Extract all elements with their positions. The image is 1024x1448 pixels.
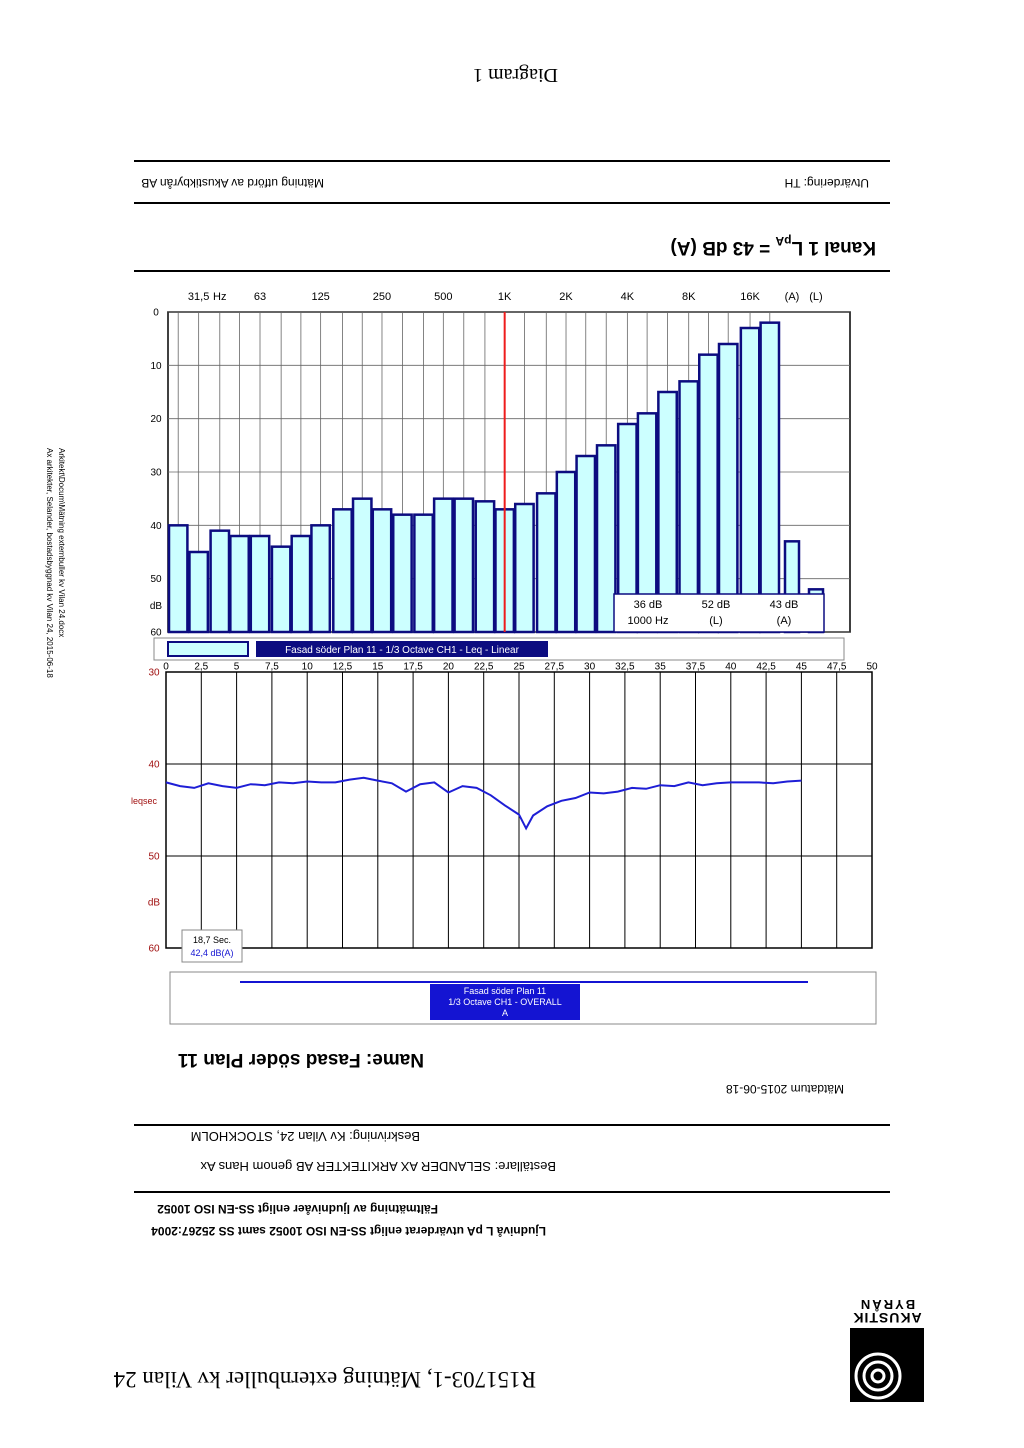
spectrum-bar [741,328,759,632]
logo-text-top: AKUSTIK [852,1310,922,1326]
time-history-x-tick: 50 [866,661,878,673]
time-history-x-tick: 32,5 [615,661,635,673]
time-history-x-tick: 5 [233,661,240,673]
spectrum-y-unit: dB [149,600,163,612]
spectrum-x-tick: 16K [740,290,760,303]
time-history-y-unit: dB [147,897,161,909]
spectrum-y-tick: 60 [150,627,162,639]
divider-2 [134,1124,890,1126]
evaluator: Utvärdering: TH [784,176,869,190]
spectrum-legend-text: Fasad söder Plan 11 - 1/3 Octave CH1 - Leq - Linear [285,645,519,656]
spectrum-x-tick: 500 [434,290,453,303]
spectrum-y-tick: 0 [153,307,159,319]
spectrum-x-tick: 31,5 [187,290,210,303]
divider-3 [134,270,890,272]
legend-line-3: A [501,1008,509,1018]
spectrum-x-tick: 4K [620,290,635,303]
time-history-x-tick: 25 [513,661,525,673]
time-history-x-tick: 35 [654,661,666,673]
spectrum-x-tick: 2K [559,290,573,303]
spectrum-bar [434,499,452,632]
measured-by: Mätning utförd av Akustikbyrån AB [141,176,324,190]
spectrum-x-tick: 8K [681,290,696,303]
spectrum-bar [333,509,351,632]
time-history-x-tick: 0 [163,661,169,673]
spectrum-x-tick: 250 [372,290,392,303]
legend-line-2: 1/3 Octave CH1 - OVERALL [448,997,562,1007]
description-line: Beskrivning: Kv Vilan 24, STOCKHOLM [190,1129,420,1144]
measure-date: Mätdatum 2015-06-18 [725,1082,844,1096]
spectrum-y-tick: 20 [150,414,162,426]
time-history-x-tick: 7,5 [264,661,279,673]
time-history-x-tick: 47,5 [826,661,847,673]
kanal-prefix: Kanal 1 L [791,237,876,258]
report-title: R151703-1, Mätning externbuller kv Vilan 24 [113,1367,536,1392]
logo-text-bottom: BYRÅN [858,1297,916,1312]
spectrum-summary-value: 36 dB [633,598,663,611]
time-history-x-tick: 30 [584,661,596,673]
spectrum-bar [272,547,290,632]
spectrum-bar [189,552,207,632]
spectrum-y-tick: 40 [150,520,162,532]
legend-line-1: Fasad söder Plan 11 [463,986,547,996]
spectrum-bar [699,355,717,632]
spectrum-x-tick: 125 [311,290,330,303]
measurement-name: Name: Fasad söder Plan 11 [177,1049,424,1070]
time-history-x-tick: 17,5 [403,661,423,673]
time-history-x-tick: 2,5 [194,661,209,673]
spectrum-legend-swatch [168,642,248,656]
spectrum-bar [292,536,310,632]
spectrum-x-tick: (A) [784,290,800,303]
spectrum-bar [251,536,269,632]
spectrum-summary-value: 43 dB [769,598,799,611]
spectrum-bar [719,344,737,632]
spectrum-bar [373,509,391,632]
spectrum-bar [311,525,329,632]
spectrum-summary-label: (A) [776,614,792,627]
divider-1 [134,1191,890,1193]
time-history-x-tick: 37,5 [685,661,706,673]
spectrum-x-tick: 63 [253,290,267,303]
kanal-value: = 43 dB (A) [670,237,776,258]
time-history-x-tick: 22,5 [473,661,494,673]
time-history-y-tick: 50 [148,851,160,863]
divider-4 [134,202,890,204]
kanal-sub: pA [775,234,792,249]
spectrum-x-tick: (L) [809,290,823,303]
spectrum-bar [515,504,533,632]
spectrum-bar [455,499,473,632]
spectrum-bar [169,525,187,632]
spectrum-y-tick: 50 [150,574,162,586]
time-history-y-tick: 60 [148,943,160,955]
spectrum-summary-label: 1000 Hz [627,614,669,627]
spectrum-summary-label: (L) [709,614,723,627]
spectrum-bar [537,493,555,632]
spectrum-bar [414,515,432,632]
spectrum-bar [476,501,494,632]
kanal-readout [670,234,876,258]
time-history-x-tick: 27,5 [544,661,565,673]
client-line: Beställare: SELANDER AX ARKITEKTER AB genom Hans Ax [200,1159,556,1174]
spectrum-y-tick: 10 [150,360,162,372]
time-history-x-tick: 40 [725,661,737,673]
spectrum-bar [597,445,615,632]
spectrum-y-tick: 30 [150,467,162,479]
standard-line-2: Fältmätning av ljudnivåer enligt SS-EN ISO 10052 [157,1202,438,1216]
time-history-x-tick: 15 [372,661,384,673]
spectrum-bar [577,456,595,632]
standard-line-1: Ljudnivå L pA utvärderat enligt SS-EN ISO 10052 samt SS 25267:2004 [151,1224,546,1238]
time-history-x-tick: 42,5 [756,661,776,673]
diagram-title: Diagram 1 [473,64,558,86]
time-history-x-tick: 20 [442,661,454,673]
readout-time: 18,7 Sec. [192,935,232,945]
file-path-1: Arkitekt\Docum\Mätning externbuller kv Vilan 24.docx [57,448,66,638]
spectrum-bar [393,515,411,632]
spectrum-summary-value: 52 dB [701,598,731,611]
time-history-chart [130,661,916,1034]
time-history-x-tick: 45 [795,661,807,673]
spectrum-bar [230,536,248,632]
time-history-y-tick: 40 [148,759,160,771]
time-history-y-label: leqsec [130,795,158,806]
time-history-y-tick: 30 [148,667,160,679]
time-history-x-tick: 12,5 [332,661,353,673]
file-path-2: Ax arkitekter, Selander, bostadsbyggnad kv Vilan 24, 2015-06-18 [45,448,54,678]
time-history-x-tick: 10 [301,661,313,673]
akustikbyran-logo [850,1298,924,1402]
spectrum-chart [116,264,916,664]
spectrum-x-tick: 1K [497,290,512,303]
spectrum-bar [761,323,779,632]
spectrum-bar [557,472,575,632]
readout-level: 42,4 dB(A) [190,948,234,958]
spectrum-bar [211,531,229,632]
spectrum-bar [353,499,371,632]
spectrum-x-tick: Hz [213,290,227,303]
divider-5 [134,160,890,162]
